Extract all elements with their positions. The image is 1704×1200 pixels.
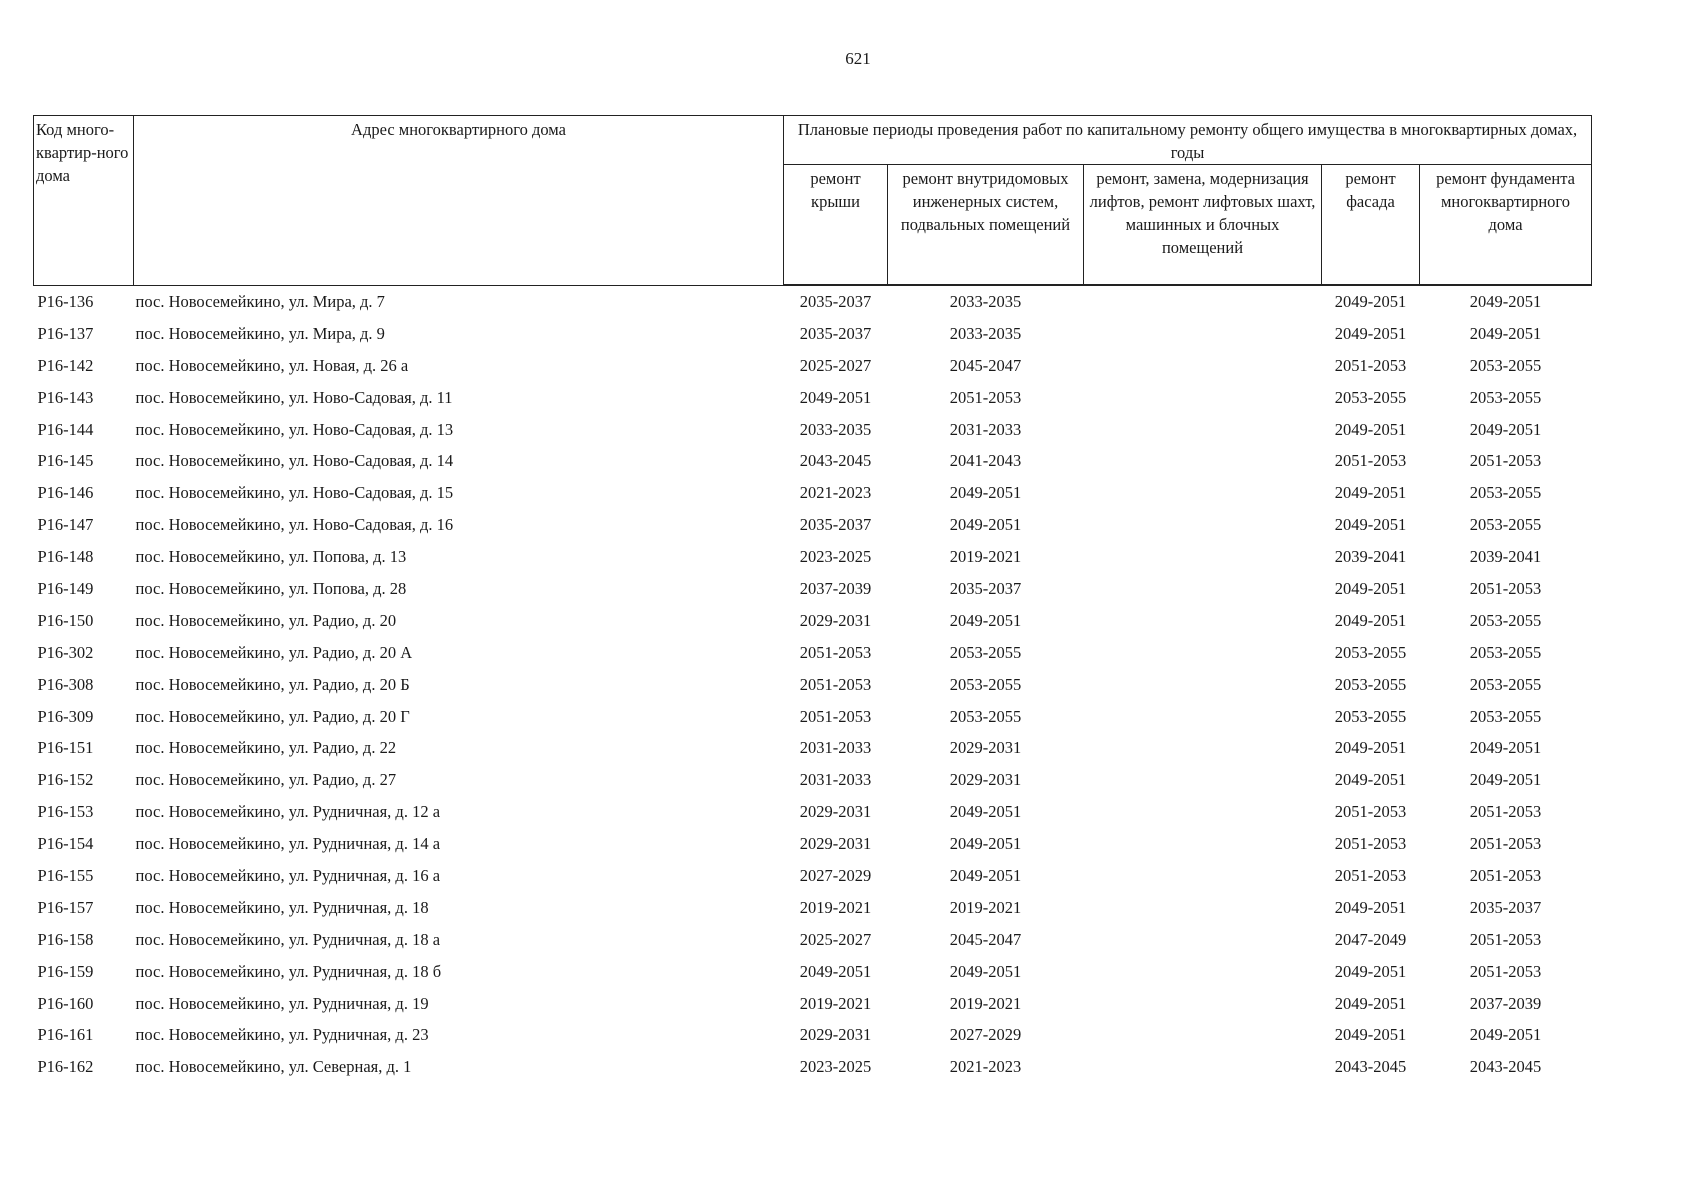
cell-facade: 2049-2051 bbox=[1334, 610, 1407, 630]
cell-code: Р16-147 bbox=[37, 515, 94, 535]
cell-foundation: 2053-2055 bbox=[1469, 387, 1542, 407]
cell-address: пос. Новосемейкино, ул. Рудничная, д. 16 а bbox=[135, 865, 441, 885]
cell-elevators bbox=[1084, 988, 1322, 1020]
cell-foundation: 2053-2055 bbox=[1469, 483, 1542, 503]
cell-code: Р16-162 bbox=[37, 1057, 94, 1077]
cell-foundation: 2051-2053 bbox=[1469, 834, 1542, 854]
cell-foundation: 2049-2051 bbox=[1469, 419, 1542, 439]
cell-engineering: 2019-2021 bbox=[949, 897, 1022, 917]
header-elevators: ремонт, замена, модернизация лифтов, ремонт лифтовых шахт, машинных и блочных помещений bbox=[1084, 165, 1322, 286]
cell-elevators bbox=[1084, 764, 1322, 796]
cell-elevators bbox=[1084, 701, 1322, 733]
header-periods-group: Плановые периоды проведения работ по капитальному ремонту общего имущества в многоквартирных домах, годы bbox=[784, 116, 1592, 165]
cell-roof: 2043-2045 bbox=[799, 451, 872, 471]
table-row bbox=[34, 1051, 1592, 1083]
cell-foundation: 2039-2041 bbox=[1469, 547, 1542, 567]
cell-code: Р16-153 bbox=[37, 802, 94, 822]
cell-elevators bbox=[1084, 605, 1322, 637]
cell-code: Р16-143 bbox=[37, 387, 94, 407]
cell-foundation: 2051-2053 bbox=[1469, 865, 1542, 885]
cell-roof: 2037-2039 bbox=[799, 578, 872, 598]
cell-foundation: 2037-2039 bbox=[1469, 993, 1542, 1013]
cell-code: Р16-159 bbox=[37, 961, 94, 981]
cell-elevators bbox=[1084, 860, 1322, 892]
cell-address: пос. Новосемейкино, ул. Радио, д. 22 bbox=[135, 738, 397, 758]
cell-elevators bbox=[1084, 732, 1322, 764]
table-row bbox=[34, 285, 1592, 318]
cell-address: пос. Новосемейкино, ул. Радио, д. 20 Б bbox=[135, 674, 410, 694]
header-engineering: ремонт внутридомовых инженерных систем, подвальных помещений bbox=[888, 165, 1084, 286]
cell-address: пос. Новосемейкино, ул. Рудничная, д. 23 bbox=[135, 1025, 429, 1045]
cell-elevators bbox=[1084, 796, 1322, 828]
cell-foundation: 2049-2051 bbox=[1469, 1025, 1542, 1045]
cell-engineering: 2033-2035 bbox=[949, 291, 1022, 311]
cell-facade: 2049-2051 bbox=[1334, 483, 1407, 503]
cell-foundation: 2051-2053 bbox=[1469, 961, 1542, 981]
table-row bbox=[34, 573, 1592, 605]
cell-facade: 2051-2053 bbox=[1334, 451, 1407, 471]
header-foundation: ремонт фундамента многоквартирного дома bbox=[1420, 165, 1592, 286]
cell-elevators bbox=[1084, 477, 1322, 509]
cell-engineering: 2045-2047 bbox=[949, 929, 1022, 949]
cell-address: пос. Новосемейкино, ул. Попова, д. 28 bbox=[135, 578, 407, 598]
cell-elevators bbox=[1084, 924, 1322, 956]
cell-elevators bbox=[1084, 669, 1322, 701]
table-row bbox=[34, 477, 1592, 509]
cell-engineering: 2049-2051 bbox=[949, 483, 1022, 503]
cell-address: пос. Новосемейкино, ул. Ново-Садовая, д. 11 bbox=[135, 387, 453, 407]
cell-engineering: 2041-2043 bbox=[949, 451, 1022, 471]
cell-engineering: 2029-2031 bbox=[949, 770, 1022, 790]
cell-foundation: 2053-2055 bbox=[1469, 610, 1542, 630]
table-row bbox=[34, 637, 1592, 669]
cell-elevators bbox=[1084, 1019, 1322, 1051]
cell-engineering: 2019-2021 bbox=[949, 993, 1022, 1013]
cell-facade: 2049-2051 bbox=[1334, 323, 1407, 343]
cell-elevators bbox=[1084, 285, 1322, 318]
cell-address: пос. Новосемейкино, ул. Ново-Садовая, д. 15 bbox=[135, 483, 454, 503]
cell-code: Р16-302 bbox=[37, 642, 94, 662]
cell-code: Р16-154 bbox=[37, 834, 94, 854]
cell-code: Р16-161 bbox=[37, 1025, 94, 1045]
table-row bbox=[34, 892, 1592, 924]
cell-facade: 2053-2055 bbox=[1334, 642, 1407, 662]
cell-roof: 2035-2037 bbox=[799, 323, 872, 343]
cell-engineering: 2049-2051 bbox=[949, 834, 1022, 854]
cell-code: Р16-136 bbox=[37, 291, 94, 311]
cell-roof: 2025-2027 bbox=[799, 355, 872, 375]
cell-code: Р16-158 bbox=[37, 929, 94, 949]
cell-code: Р16-144 bbox=[37, 419, 94, 439]
cell-elevators bbox=[1084, 445, 1322, 477]
cell-foundation: 2043-2045 bbox=[1469, 1057, 1542, 1077]
header-code: Код много-квартир-ного дома bbox=[34, 116, 134, 286]
cell-code: Р16-157 bbox=[37, 897, 94, 917]
cell-foundation: 2053-2055 bbox=[1469, 515, 1542, 535]
table-row bbox=[34, 860, 1592, 892]
cell-code: Р16-309 bbox=[37, 706, 94, 726]
cell-roof: 2029-2031 bbox=[799, 1025, 872, 1045]
cell-address: пос. Новосемейкино, ул. Мира, д. 7 bbox=[135, 291, 385, 311]
cell-roof: 2049-2051 bbox=[799, 961, 872, 981]
cell-facade: 2051-2053 bbox=[1334, 834, 1407, 854]
cell-foundation: 2053-2055 bbox=[1469, 674, 1542, 694]
cell-elevators bbox=[1084, 956, 1322, 988]
cell-address: пос. Новосемейкино, ул. Рудничная, д. 18 bbox=[135, 897, 429, 917]
cell-roof: 2029-2031 bbox=[799, 802, 872, 822]
cell-code: Р16-151 bbox=[37, 738, 94, 758]
table-row bbox=[34, 732, 1592, 764]
cell-foundation: 2051-2053 bbox=[1469, 578, 1542, 598]
cell-code: Р16-149 bbox=[37, 578, 94, 598]
cell-code: Р16-150 bbox=[37, 610, 94, 630]
cell-address: пос. Новосемейкино, ул. Мира, д. 9 bbox=[135, 323, 385, 343]
cell-elevators bbox=[1084, 892, 1322, 924]
cell-address: пос. Новосемейкино, ул. Рудничная, д. 14 а bbox=[135, 834, 441, 854]
cell-engineering: 2035-2037 bbox=[949, 578, 1022, 598]
cell-foundation: 2049-2051 bbox=[1469, 770, 1542, 790]
cell-code: Р16-155 bbox=[37, 865, 94, 885]
cell-facade: 2047-2049 bbox=[1334, 929, 1407, 949]
table-row bbox=[34, 605, 1592, 637]
cell-facade: 2051-2053 bbox=[1334, 865, 1407, 885]
cell-elevators bbox=[1084, 637, 1322, 669]
cell-foundation: 2049-2051 bbox=[1469, 738, 1542, 758]
cell-elevators bbox=[1084, 509, 1322, 541]
cell-engineering: 2049-2051 bbox=[949, 961, 1022, 981]
cell-facade: 2049-2051 bbox=[1334, 738, 1407, 758]
cell-address: пос. Новосемейкино, ул. Радио, д. 27 bbox=[135, 770, 397, 790]
cell-address: пос. Новосемейкино, ул. Радио, д. 20 А bbox=[135, 642, 413, 662]
cell-engineering: 2049-2051 bbox=[949, 515, 1022, 535]
cell-foundation: 2035-2037 bbox=[1469, 897, 1542, 917]
cell-code: Р16-160 bbox=[37, 993, 94, 1013]
cell-foundation: 2053-2055 bbox=[1469, 642, 1542, 662]
cell-code: Р16-145 bbox=[37, 451, 94, 471]
table-row bbox=[34, 509, 1592, 541]
cell-roof: 2027-2029 bbox=[799, 865, 872, 885]
cell-code: Р16-308 bbox=[37, 674, 94, 694]
cell-foundation: 2051-2053 bbox=[1469, 451, 1542, 471]
cell-address: пос. Новосемейкино, ул. Северная, д. 1 bbox=[135, 1057, 412, 1077]
cell-facade: 2049-2051 bbox=[1334, 419, 1407, 439]
table-row bbox=[34, 828, 1592, 860]
cell-address: пос. Новосемейкино, ул. Ново-Садовая, д. 13 bbox=[135, 419, 454, 439]
cell-engineering: 2049-2051 bbox=[949, 610, 1022, 630]
table-row bbox=[34, 701, 1592, 733]
cell-address: пос. Новосемейкино, ул. Рудничная, д. 12 а bbox=[135, 802, 441, 822]
cell-engineering: 2049-2051 bbox=[949, 865, 1022, 885]
cell-roof: 2029-2031 bbox=[799, 610, 872, 630]
cell-engineering: 2053-2055 bbox=[949, 674, 1022, 694]
cell-engineering: 2053-2055 bbox=[949, 706, 1022, 726]
cell-foundation: 2049-2051 bbox=[1469, 291, 1542, 311]
cell-roof: 2051-2053 bbox=[799, 706, 872, 726]
cell-code: Р16-142 bbox=[37, 355, 94, 375]
cell-elevators bbox=[1084, 414, 1322, 446]
cell-foundation: 2051-2053 bbox=[1469, 802, 1542, 822]
page-number: 621 bbox=[845, 49, 871, 68]
cell-address: пос. Новосемейкино, ул. Рудничная, д. 19 bbox=[135, 993, 429, 1013]
cell-foundation: 2049-2051 bbox=[1469, 323, 1542, 343]
cell-code: Р16-152 bbox=[37, 770, 94, 790]
table-row bbox=[34, 445, 1592, 477]
table-row bbox=[34, 350, 1592, 382]
table-row bbox=[34, 796, 1592, 828]
cell-roof: 2023-2025 bbox=[799, 547, 872, 567]
cell-facade: 2051-2053 bbox=[1334, 802, 1407, 822]
header-facade: ремонт фасада bbox=[1322, 165, 1420, 286]
cell-elevators bbox=[1084, 382, 1322, 414]
cell-address: пос. Новосемейкино, ул. Рудничная, д. 18 а bbox=[135, 929, 441, 949]
table-header bbox=[34, 116, 1592, 286]
cell-roof: 2035-2037 bbox=[799, 291, 872, 311]
table-row bbox=[34, 956, 1592, 988]
cell-roof: 2031-2033 bbox=[799, 738, 872, 758]
table-row bbox=[34, 318, 1592, 350]
cell-engineering: 2053-2055 bbox=[949, 642, 1022, 662]
cell-foundation: 2053-2055 bbox=[1469, 706, 1542, 726]
cell-roof: 2023-2025 bbox=[799, 1057, 872, 1077]
table-row bbox=[34, 382, 1592, 414]
table-row bbox=[34, 1019, 1592, 1051]
cell-address: пос. Новосемейкино, ул. Ново-Садовая, д. 14 bbox=[135, 451, 454, 471]
cell-roof: 2019-2021 bbox=[799, 897, 872, 917]
cell-engineering: 2033-2035 bbox=[949, 323, 1022, 343]
cell-facade: 2049-2051 bbox=[1334, 1025, 1407, 1045]
cell-address: пос. Новосемейкино, ул. Рудничная, д. 18 б bbox=[135, 961, 442, 981]
cell-foundation: 2053-2055 bbox=[1469, 355, 1542, 375]
cell-elevators bbox=[1084, 1051, 1322, 1083]
cell-engineering: 2049-2051 bbox=[949, 802, 1022, 822]
cell-facade: 2053-2055 bbox=[1334, 387, 1407, 407]
cell-address: пос. Новосемейкино, ул. Ново-Садовая, д. 16 bbox=[135, 515, 454, 535]
cell-engineering: 2019-2021 bbox=[949, 547, 1022, 567]
table-row bbox=[34, 924, 1592, 956]
cell-address: пос. Новосемейкино, ул. Попова, д. 13 bbox=[135, 547, 407, 567]
cell-engineering: 2045-2047 bbox=[949, 355, 1022, 375]
cell-facade: 2049-2051 bbox=[1334, 515, 1407, 535]
cell-facade: 2049-2051 bbox=[1334, 897, 1407, 917]
cell-address: пос. Новосемейкино, ул. Радио, д. 20 Г bbox=[135, 706, 410, 726]
cell-facade: 2051-2053 bbox=[1334, 355, 1407, 375]
cell-roof: 2021-2023 bbox=[799, 483, 872, 503]
table-row bbox=[34, 764, 1592, 796]
cell-engineering: 2031-2033 bbox=[949, 419, 1022, 439]
table-row bbox=[34, 414, 1592, 446]
cell-facade: 2053-2055 bbox=[1334, 674, 1407, 694]
cell-engineering: 2027-2029 bbox=[949, 1025, 1022, 1045]
cell-engineering: 2029-2031 bbox=[949, 738, 1022, 758]
cell-facade: 2049-2051 bbox=[1334, 578, 1407, 598]
cell-roof: 2051-2053 bbox=[799, 642, 872, 662]
cell-roof: 2019-2021 bbox=[799, 993, 872, 1013]
cell-code: Р16-137 bbox=[37, 323, 94, 343]
repair-schedule-table bbox=[33, 115, 1592, 1083]
cell-engineering: 2051-2053 bbox=[949, 387, 1022, 407]
cell-address: пос. Новосемейкино, ул. Радио, д. 20 bbox=[135, 610, 397, 630]
cell-elevators bbox=[1084, 541, 1322, 573]
cell-foundation: 2051-2053 bbox=[1469, 929, 1542, 949]
cell-facade: 2043-2045 bbox=[1334, 1057, 1407, 1077]
table-row bbox=[34, 669, 1592, 701]
cell-address: пос. Новосемейкино, ул. Новая, д. 26 а bbox=[135, 355, 409, 375]
cell-elevators bbox=[1084, 318, 1322, 350]
cell-code: Р16-148 bbox=[37, 547, 94, 567]
cell-roof: 2035-2037 bbox=[799, 515, 872, 535]
cell-roof: 2051-2053 bbox=[799, 674, 872, 694]
cell-facade: 2039-2041 bbox=[1334, 547, 1407, 567]
cell-code: Р16-146 bbox=[37, 483, 94, 503]
cell-facade: 2049-2051 bbox=[1334, 770, 1407, 790]
cell-roof: 2025-2027 bbox=[799, 929, 872, 949]
header-address: Адрес многоквартирного дома bbox=[134, 116, 784, 286]
cell-roof: 2029-2031 bbox=[799, 834, 872, 854]
cell-elevators bbox=[1084, 828, 1322, 860]
table-row bbox=[34, 988, 1592, 1020]
cell-facade: 2049-2051 bbox=[1334, 961, 1407, 981]
cell-roof: 2049-2051 bbox=[799, 387, 872, 407]
table-row bbox=[34, 541, 1592, 573]
cell-facade: 2049-2051 bbox=[1334, 993, 1407, 1013]
cell-facade: 2053-2055 bbox=[1334, 706, 1407, 726]
table-body bbox=[34, 285, 1592, 1083]
cell-engineering: 2021-2023 bbox=[949, 1057, 1022, 1077]
cell-roof: 2033-2035 bbox=[799, 419, 872, 439]
cell-elevators bbox=[1084, 573, 1322, 605]
cell-roof: 2031-2033 bbox=[799, 770, 872, 790]
cell-facade: 2049-2051 bbox=[1334, 291, 1407, 311]
header-roof: ремонт крыши bbox=[784, 165, 888, 286]
cell-elevators bbox=[1084, 350, 1322, 382]
